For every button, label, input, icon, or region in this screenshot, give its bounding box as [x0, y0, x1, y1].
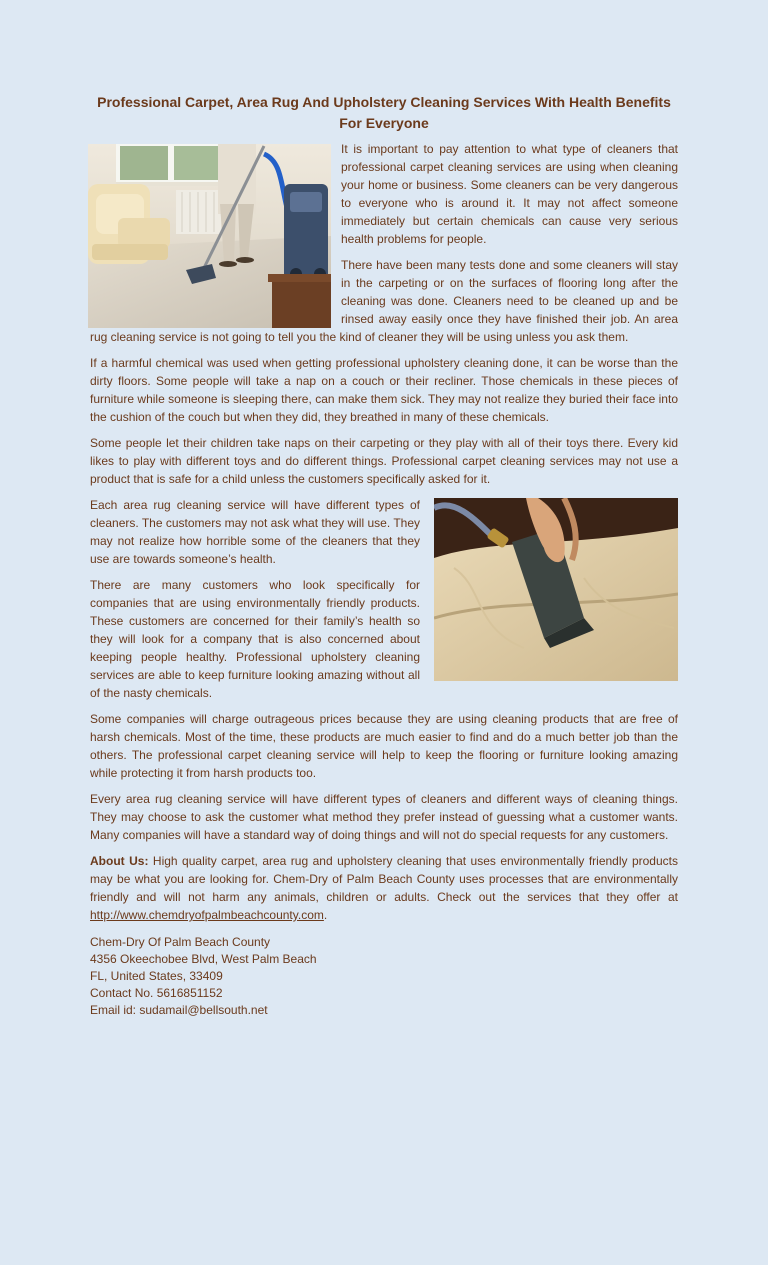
carpet-cleaning-photo	[88, 144, 331, 328]
contact-company: Chem-Dry Of Palm Beach County	[90, 935, 271, 949]
about-us-label: About Us:	[90, 854, 149, 868]
paragraph-1: It is important to pay attention to what type of cleaners that professional carpet cleaning services are using when cleaning your home or business. Some cleaners can be very dangerous to everyone who is around it. It may not affect someone immediately but certain chemicals can cause very serious health problems for people.	[341, 142, 678, 246]
about-us-text: High quality carpet, area rug and upholstery cleaning that uses environmentally friendly products may be what you are looking for. Chem-Dry of Palm Beach County uses processes that are environmentally friendly and will not harm any animals, children or adults. Check out the services that they offer at	[90, 854, 678, 904]
contact-address: 4356 Okeechobee Blvd, West Palm Beach	[90, 952, 317, 966]
paragraph-4: Some people let their children take naps on their carpeting or they play with all of their toys there. Every kid likes to play with different toys and do different things. Professional carpet cleaning services may not use a product that is safe for a child unless the customers specifically asked for it.	[90, 436, 678, 486]
paragraph-6: There are many customers who look specifically for companies that are using environmentally friendly products. These customers are concerned for their family’s health so they will look for a company that is also concerned about keeping people healthy. Professional upholstery cleaning services are able to keep furniture looking amazing without all of the nasty chemicals.	[90, 578, 420, 700]
paragraph-5: Each area rug cleaning service will have different types of cleaners. The customers may not ask what they will use. They may not realize how horrible some of the cleaners that they use are towards someone’s health.	[90, 498, 420, 566]
contact-block	[90, 934, 678, 1019]
paragraph-8: Every area rug cleaning service will have different types of cleaners and different ways of cleaning things. They may choose to ask the customer what method they prefer instead of guessing what a customer wants. Many companies will have a standard way of doing things and will not do special requests for any customers.	[90, 792, 678, 842]
upholstery-cleaning-photo	[434, 498, 678, 681]
contact-region: FL, United States, 33409	[90, 969, 223, 983]
about-us-paragraph	[90, 852, 678, 924]
about-us-end: .	[323, 908, 328, 922]
article-title: Professional Carpet, Area Rug And Upholstery Cleaning Services With Health Benefits For Everyone	[97, 94, 671, 131]
article-body	[90, 92, 678, 1019]
paragraph-2: There have been many tests done and some cleaners will stay in the carpeting or on the surfaces of flooring long after the cleaning was done. Cleaners need to be cleaned up and be rinsed away easily once they have finished their job. An area rug cleaning service is not going to tell you the kind of cleaner they will be using unless you ask them.	[90, 258, 678, 344]
paragraph-7: Some companies will charge outrageous prices because they are using cleaning products that are free of harsh chemicals. Most of the time, these products are much easier to find and do a much better job than the others. The professional carpet cleaning service will help to keep the flooring or furniture looking amazing while protecting it from harsh products too.	[90, 712, 678, 780]
website-link[interactable]: http://www.chemdryofpalmbeachcounty.com	[90, 908, 324, 922]
paragraph-3: If a harmful chemical was used when getting professional upholstery cleaning done, it can be worse than the dirty floors. Some people will take a nap on a couch or their recliner. Those chemicals in these pieces of furniture while someone is sleeping there, can make them sick. They may not realize they buried their face into the cushion of the couch but when they did, they breathed in many of these chemicals.	[90, 356, 678, 424]
contact-email: Email id: sudamail@bellsouth.net	[90, 1003, 268, 1017]
contact-phone: Contact No. 5616851152	[90, 986, 223, 1000]
